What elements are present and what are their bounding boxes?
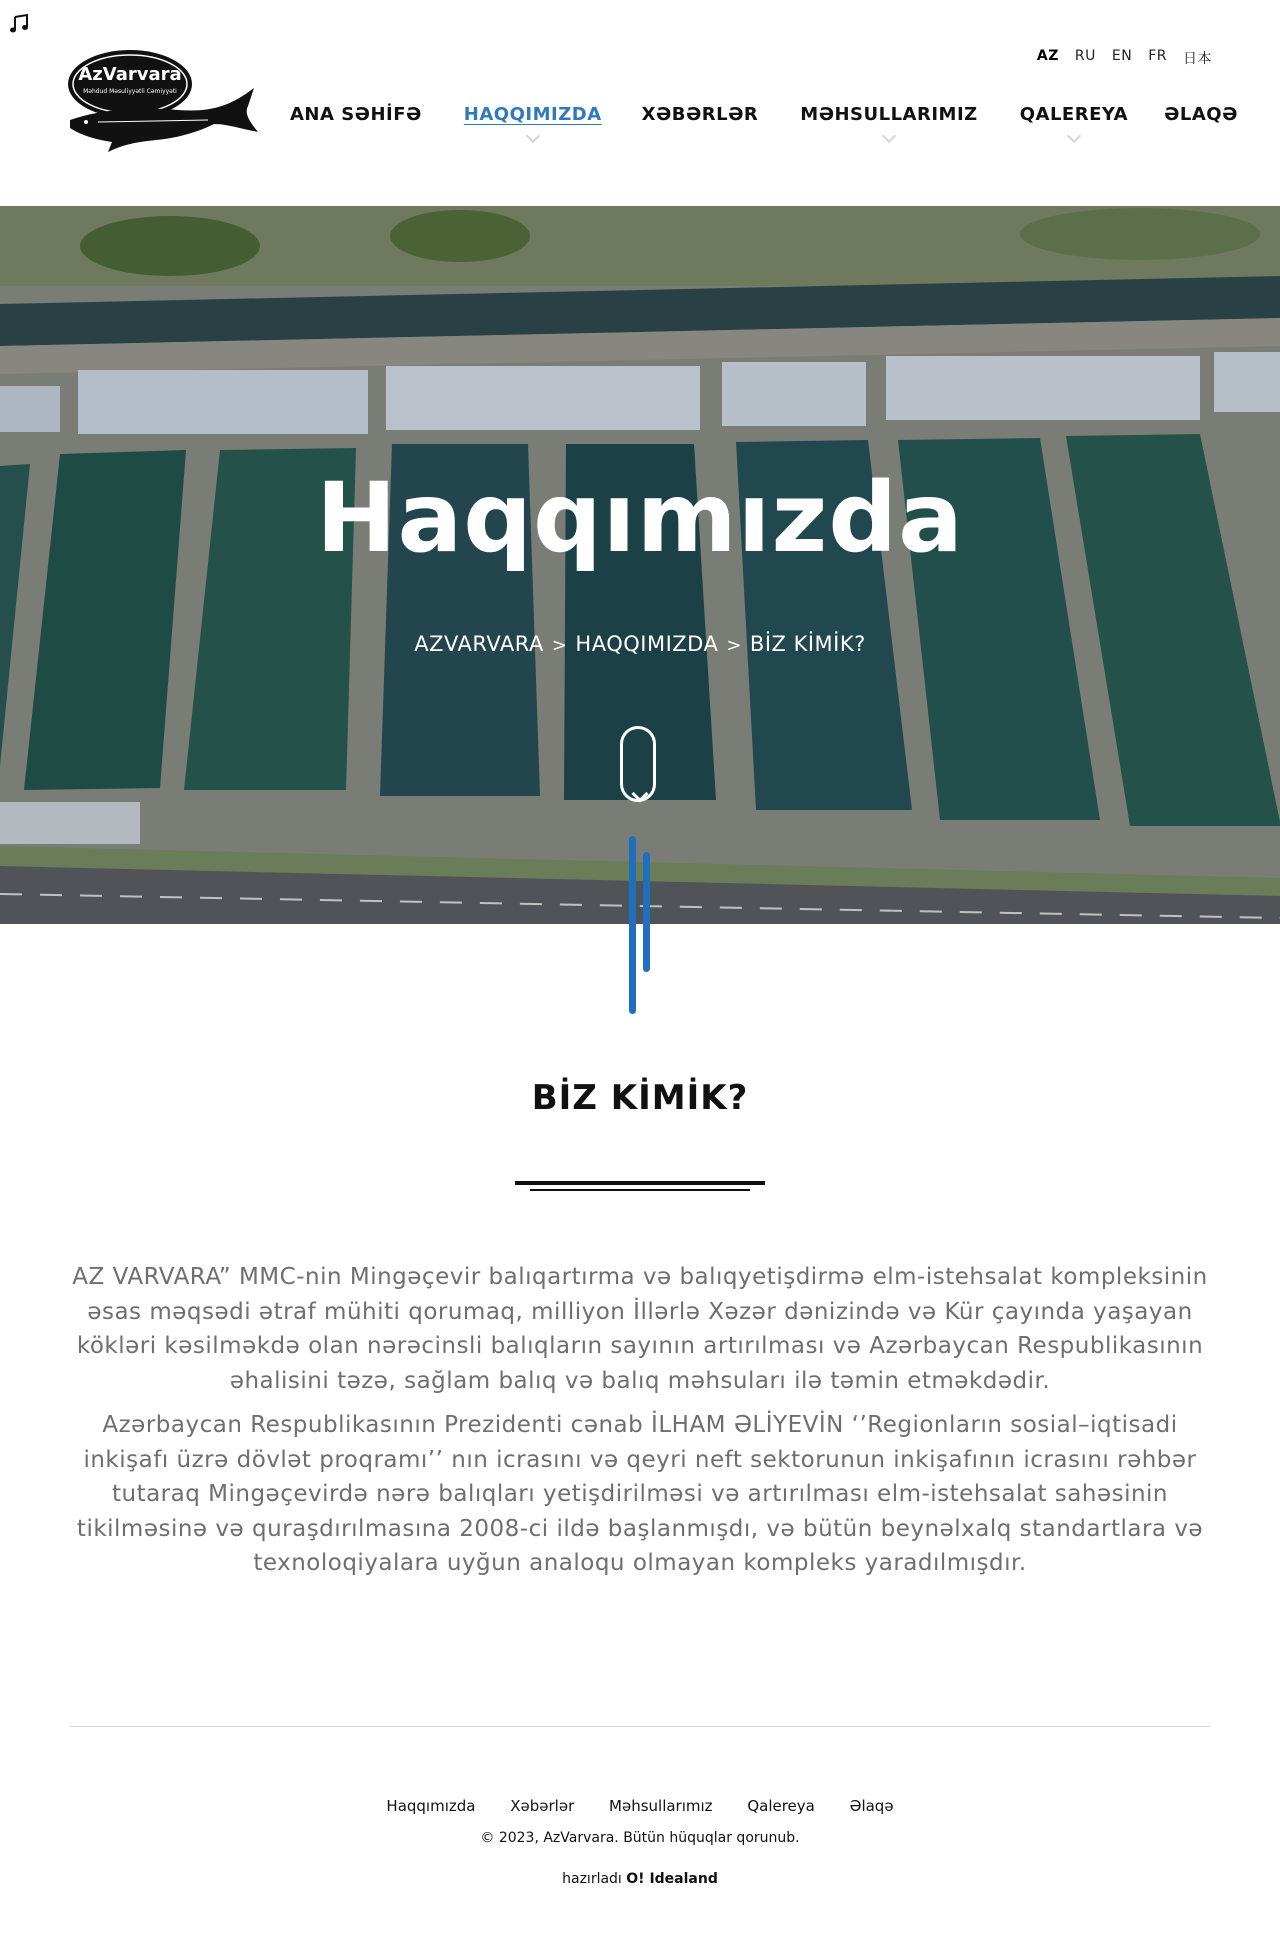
nav-contact[interactable]: ƏLAQƏ (1164, 104, 1238, 125)
about-paragraph-2: Azərbaycan Respublikasının Prezidenti cənab İLHAM ƏLİYEVİN ‘’Regionların sosial–iqtisadi inkişafı üzrə dövlət proqramı’’ nın icrasını və qeyri neft sektorunun inkişafının icrasını rəhbər tutaraq Mingəçevirdə nərə balıqları yetişdirilməsi və artırılması elm-istehsalat sahəsinin tikilməsinə və quraşdırılmasına 2008-ci ildə başlanmışdı, və bütün beynəlxalq standartlara və texnoloqiyalara uyğun analoqu olmayan kompleks yaradılmışdır. (76, 1412, 1204, 1576)
nav-products-label: MƏHSULLARIMIZ (800, 104, 978, 125)
footer-link-contact[interactable]: Əlaqə (849, 1797, 894, 1815)
lang-ja[interactable]: 日本 (1183, 51, 1212, 67)
footer-link-news[interactable]: Xəbərlər (510, 1797, 575, 1815)
credit-prefix: hazırladı (562, 1871, 622, 1887)
nav-home[interactable]: ANA SƏHİFƏ (290, 104, 422, 125)
breadcrumb-separator: > (726, 635, 742, 656)
logo-subtitle: Məhdud Məsuliyyətli Cəmiyyəti (83, 88, 177, 95)
about-text (68, 1260, 1212, 1591)
breadcrumb-home[interactable]: AZVARVARA (414, 632, 544, 656)
lang-ru[interactable]: RU (1074, 48, 1096, 64)
nav-products[interactable] (800, 104, 977, 125)
chevron-down-icon (882, 129, 896, 143)
logo-text: AzVarvara (78, 64, 182, 85)
footer-link-about[interactable]: Haqqımızda (386, 1797, 476, 1815)
logo[interactable] (68, 48, 258, 158)
nav-gallery[interactable] (1020, 104, 1128, 125)
language-switcher (1037, 48, 1212, 68)
main-nav (290, 104, 1238, 125)
breadcrumb-about[interactable]: HAQQIMIZDA (575, 632, 719, 656)
copyright: © 2023, AzVarvara. Bütün hüquqlar qorunub. (480, 1830, 800, 1846)
nav-about-label: HAQQIMIZDA (463, 104, 602, 125)
decorative-blue-line (629, 836, 636, 1014)
lang-en[interactable]: EN (1111, 48, 1133, 64)
footer-divider (70, 1726, 1210, 1727)
footer-link-gallery[interactable]: Qalereya (747, 1797, 815, 1815)
credit-brand-link[interactable]: O! Idealand (626, 1871, 718, 1887)
nav-about[interactable] (464, 104, 602, 125)
section-title: BİZ KİMİK? (531, 1078, 749, 1118)
title-divider (530, 1189, 750, 1191)
lang-az[interactable]: AZ (1036, 48, 1059, 64)
decorative-blue-line (643, 852, 650, 972)
hero-banner (0, 206, 1280, 924)
breadcrumb (0, 632, 1280, 656)
lang-fr[interactable]: FR (1148, 48, 1167, 64)
music-note-icon[interactable] (9, 13, 31, 35)
credit (0, 1871, 1280, 1887)
title-divider (515, 1181, 765, 1185)
chevron-down-icon (526, 129, 540, 143)
footer-link-products[interactable]: Məhsullarımız (609, 1797, 713, 1815)
hero-title: Haqqımızda (316, 462, 964, 574)
footer-nav (0, 1797, 1280, 1815)
breadcrumb-separator: > (551, 635, 568, 656)
chevron-down-icon (1067, 129, 1081, 143)
nav-news[interactable]: XƏBƏRLƏR (641, 104, 759, 125)
breadcrumb-current: BİZ KİMİK? (749, 632, 866, 656)
nav-gallery-label: QALEREYA (1019, 104, 1129, 125)
about-paragraph-1: AZ VARVARA” MMC-nin Mingəçevir balıqartırma və balıqyetişdirmə elm-istehsalat kompleksinin əsas məqsədi ətraf mühiti qorumaq, milliyon İllərlə Xəzər dənizində və Kür çayında yaşayan kökləri kəsilməkdə olan nərəcinsli balıqların sayının artırılması və Azərbaycan Respublikasının əhalisini təzə, sağlam balıq və balıq məhsuları ilə təmin etməkdədir. (72, 1264, 1208, 1394)
